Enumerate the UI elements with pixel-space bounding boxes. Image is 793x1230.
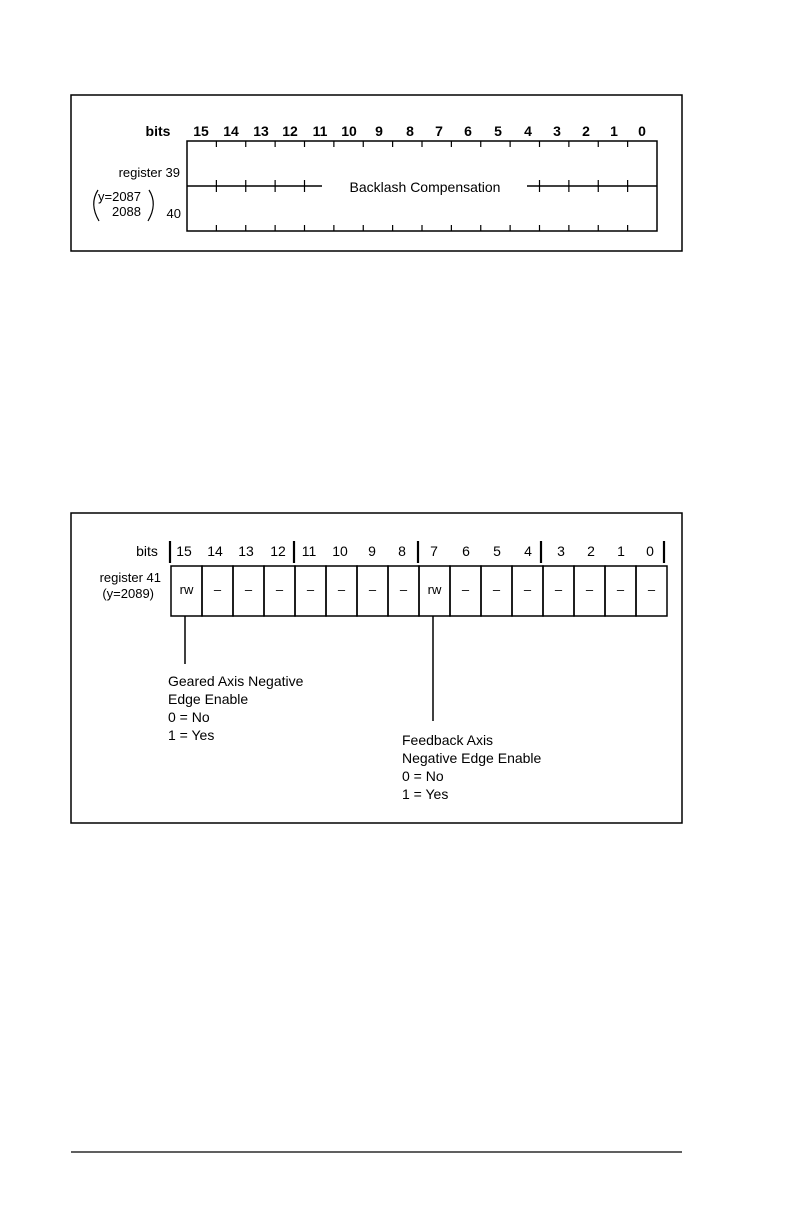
bit-cell-value: – — [554, 582, 563, 597]
annotation-line: 1 = Yes — [402, 786, 449, 802]
y-label: (y=2089) — [102, 586, 154, 601]
annotation-line: Edge Enable — [168, 691, 249, 707]
bit-number-row — [193, 123, 646, 139]
bit-number: 9 — [368, 543, 376, 559]
bit-number: 5 — [494, 123, 502, 139]
annotation-line: 0 = No — [168, 709, 210, 725]
bit-cell-value: – — [399, 582, 408, 597]
bit-number: 12 — [270, 543, 286, 559]
bit-cell-value: – — [275, 582, 284, 597]
register-label-2: 40 — [166, 206, 181, 221]
bit-cell-value: – — [461, 582, 470, 597]
y-label-top: y=2087 — [98, 189, 142, 204]
bit-cell-value: – — [492, 582, 501, 597]
register-label: register 41 — [99, 570, 161, 585]
bit-cell-value: rw — [427, 582, 442, 597]
bit-number-row — [176, 543, 654, 559]
bit-number: 8 — [398, 543, 406, 559]
bit-number: 4 — [524, 543, 532, 559]
annotation-line: Geared Axis Negative — [168, 673, 304, 689]
annotation-line: Feedback Axis — [402, 732, 494, 748]
bits-label: bits — [136, 543, 158, 559]
register-39-40-figure — [71, 95, 682, 251]
bit-number: 6 — [464, 123, 472, 139]
bit-number: 14 — [207, 543, 223, 559]
bit-number: 0 — [646, 543, 654, 559]
bit-cell-value: – — [213, 582, 222, 597]
bit-number: 4 — [524, 123, 532, 139]
bit-number: 3 — [553, 123, 561, 139]
bit-cell-value: – — [616, 582, 625, 597]
bit-number: 1 — [617, 543, 625, 559]
bit-number: 15 — [193, 123, 209, 139]
bit-number: 13 — [253, 123, 269, 139]
bit-number: 12 — [282, 123, 298, 139]
bit-cell-value: rw — [179, 582, 194, 597]
bit-number: 9 — [375, 123, 383, 139]
bit-number: 7 — [435, 123, 443, 139]
bit-number: 10 — [332, 543, 348, 559]
annotation-line: 1 = Yes — [168, 727, 215, 743]
field-label: Backlash Compensation — [349, 179, 501, 195]
bit-number: 7 — [430, 543, 438, 559]
annotation-feedback-axis — [402, 732, 542, 802]
register-41-figure — [71, 513, 682, 823]
bit-number: 3 — [557, 543, 565, 559]
figure-2-frame — [71, 513, 682, 823]
bit-cell-value: – — [523, 582, 532, 597]
bit-number: 2 — [582, 123, 590, 139]
annotation-line: Negative Edge Enable — [402, 750, 542, 766]
annotation-line: 0 = No — [402, 768, 444, 784]
bit-cell-value: – — [244, 582, 253, 597]
bit-number: 2 — [587, 543, 595, 559]
bit-cell-value: – — [647, 582, 656, 597]
bit-number: 11 — [301, 543, 317, 559]
bit-cells — [171, 566, 667, 616]
annotation-geared-axis — [168, 673, 304, 743]
bit-cell-value: – — [306, 582, 315, 597]
bit-number: 11 — [312, 123, 328, 139]
register-label: register 39 — [118, 165, 180, 180]
y-label-bottom: 2088 — [112, 204, 141, 219]
bits-label: bits — [145, 123, 171, 139]
bit-number: 8 — [406, 123, 414, 139]
bit-number: 5 — [493, 543, 501, 559]
bit-number: 13 — [238, 543, 254, 559]
bit-number: 10 — [341, 123, 357, 139]
bit-number: 14 — [223, 123, 239, 139]
bit-cell-value: – — [585, 582, 594, 597]
bit-number: 6 — [462, 543, 470, 559]
bit-number: 0 — [638, 123, 646, 139]
bit-number: 1 — [610, 123, 618, 139]
bit-cell-value: – — [337, 582, 346, 597]
bit-cell-value: – — [368, 582, 377, 597]
right-paren — [148, 190, 153, 221]
bit-number: 15 — [176, 543, 192, 559]
